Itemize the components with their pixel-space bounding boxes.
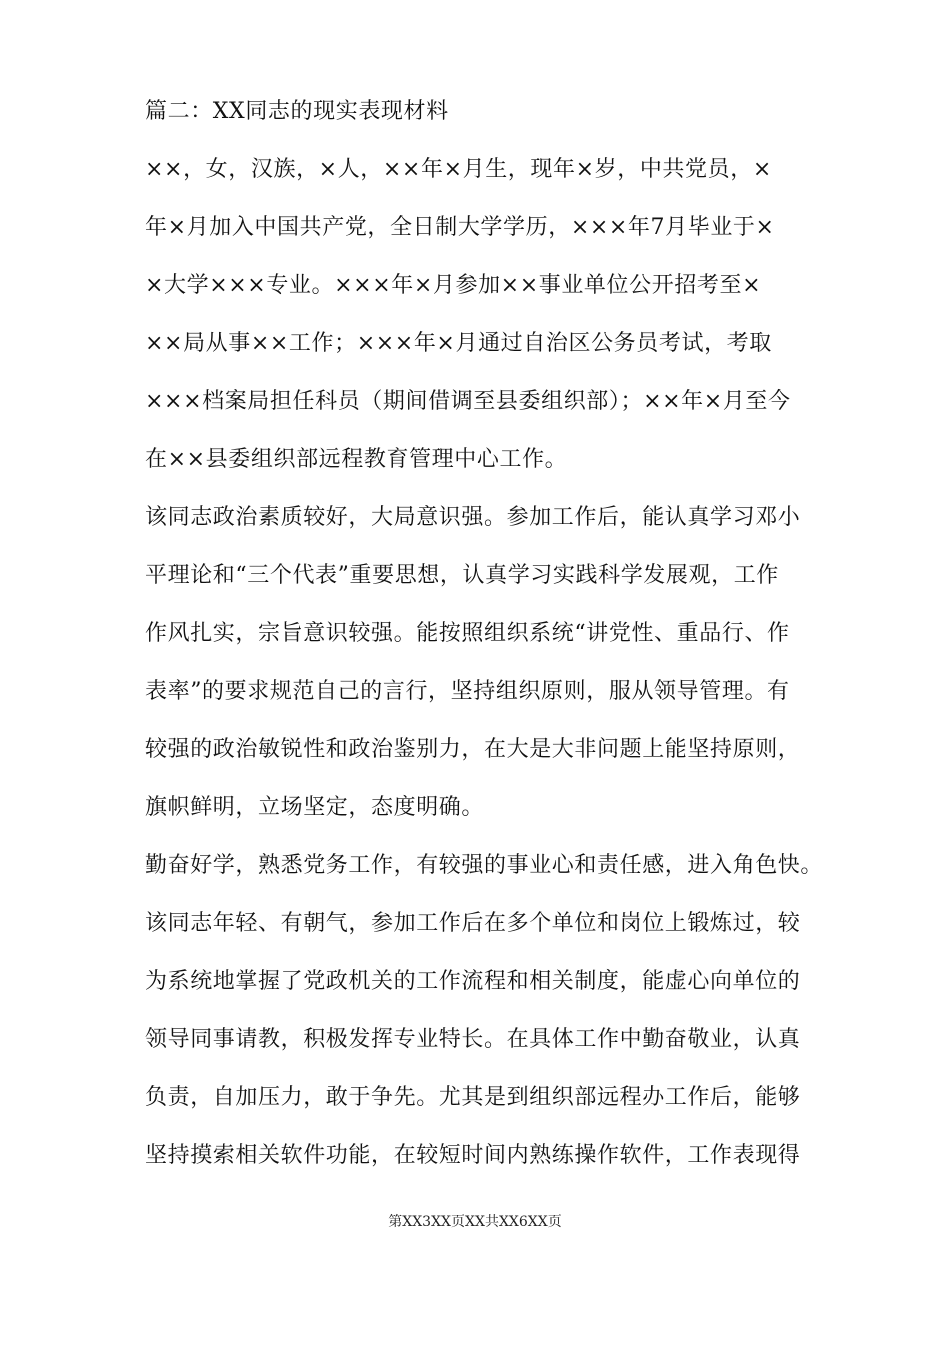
text-line: 表率”的要求规范自己的言行，坚持组织原则，服从领导管理。有 <box>145 679 790 704</box>
text-line: 该同志年轻、有朝气，参加工作后在多个单位和岗位上锻炼过，较 <box>145 911 801 936</box>
text-line: 作风扎实，宗旨意识较强。能按照组织系统“讲党性、重品行、作 <box>145 621 790 646</box>
text-line: 坚持摸索相关软件功能，在较短时间内熟练操作软件，工作表现得 <box>145 1143 801 1168</box>
text-line: ××局从事××工作；×××年×月通过自治区公务员考试，考取 <box>145 331 772 356</box>
text-line: 旗帜鲜明，立场坚定，态度明确。 <box>145 795 485 820</box>
text-line: 年×月加入中国共产党，全日制大学学历，×××年7月毕业于× <box>145 215 775 240</box>
text-line: ××，女，汉族，×人，××年×月生，现年×岁，中共党员，× <box>145 157 772 182</box>
text-line: 平理论和“三个代表”重要思想，认真学习实践科学发展观，工作 <box>145 563 779 588</box>
document-title: 篇二：XX同志的现实表现材料 <box>145 99 449 124</box>
page-footer: 第XX3XX页XX共XX6XX页 <box>388 1214 562 1230</box>
text-line: 勤奋好学，熟悉党务工作，有较强的事业心和责任感，进入角色快。 <box>145 853 824 878</box>
text-line: 为系统地掌握了党政机关的工作流程和相关制度，能虚心向单位的 <box>145 969 801 994</box>
text-line: 负责，自加压力，敢于争先。尤其是到组织部远程办工作后，能够 <box>145 1085 801 1110</box>
text-line: 领导同事请教，积极发挥专业特长。在具体工作中勤奋敬业，认真 <box>145 1027 801 1052</box>
text-line: ×××档案局担任科员（期间借调至县委组织部）；××年×月至今 <box>145 389 791 414</box>
text-line: 该同志政治素质较好，大局意识强。参加工作后，能认真学习邓小 <box>145 505 801 530</box>
text-line: 在××县委组织部远程教育管理中心工作。 <box>145 447 568 472</box>
text-line: 较强的政治敏锐性和政治鉴别力，在大是大非问题上能坚持原则， <box>145 737 801 762</box>
text-line: ×大学×××专业。×××年×月参加××事业单位公开招考至× <box>145 273 762 298</box>
